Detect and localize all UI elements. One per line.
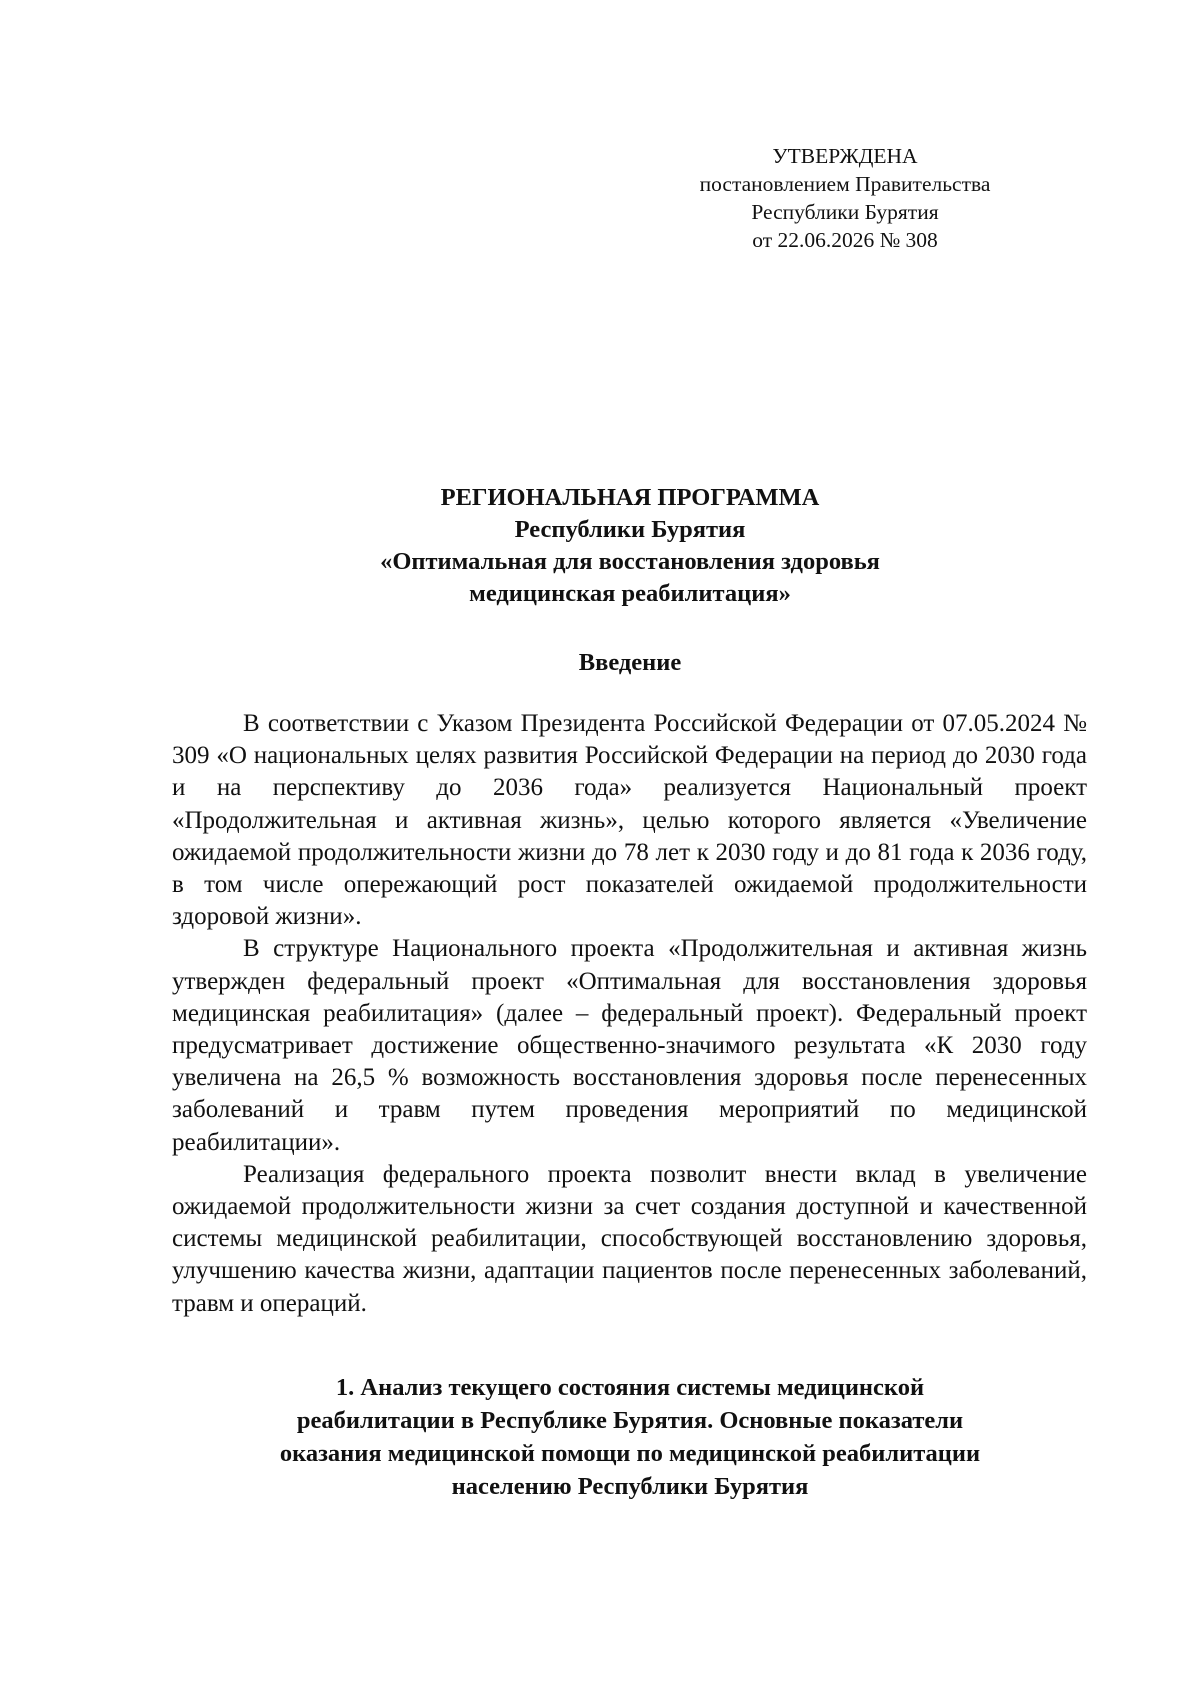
intro-paragraph: Реализация федерального проекта позволит внести вклад в увеличение ожидаемой продолжительности жизни за счет создания доступной и качественной системы медицинской реабилитации, способствующей восстановлению здоровья, улучшению качества жизни, адаптации пациентов после перенесенных заболеваний, травм и операций.	[172, 1160, 1087, 1317]
approval-line: постановлением Правительства	[699, 172, 991, 196]
approval-date: от 22.06.2026 № 308	[752, 228, 938, 252]
title-line: медицинская реабилитация»	[469, 580, 791, 607]
section-heading	[170, 1371, 1090, 1503]
section-heading-line: населению Республики Бурятия	[451, 1473, 809, 1500]
intro-paragraph: В соответствии с Указом Президента Российской Федерации от 07.05.2024 № 309 «О национальных целях развития Российской Федерации на период до 2030 года и на перспективу до 2036 года» реализуется Национальный проект «Продолжительная и активная жизнь», целью которого является «Увеличение ожидаемой продолжительности жизни до 78 лет к 2030 году и до 81 года к 2036 году, в том числе опережающий рост показателей ожидаемой продолжительности здоровой жизни».	[172, 710, 1087, 931]
title-line: Республики Бурятия	[514, 516, 746, 543]
approval-line: УТВЕРЖДЕНА	[772, 144, 918, 168]
intro-body	[172, 708, 1087, 1320]
section-heading-line: реабилитации в Республике Бурятия. Основные показатели	[296, 1407, 964, 1434]
approval-stamp	[660, 142, 1030, 254]
document-title	[170, 482, 1090, 610]
title-line: РЕГИОНАЛЬНАЯ ПРОГРАММА	[440, 484, 820, 511]
section-heading-line: оказания медицинской помощи по медицинской реабилитации	[279, 1440, 981, 1467]
intro-paragraph: В структуре Национального проекта «Продолжительная и активная жизнь утвержден федеральный проект «Оптимальная для восстановления здоровья медицинская реабилитация» (далее – федеральный проект). Федеральный проект предусматривает достижение общественно-значимого результата «К 2030 году увеличена на 26,5 % возможность восстановления здоровья после перенесенных заболеваний и травм путем проведения мероприятий по медицинской реабилитации».	[172, 935, 1087, 1156]
intro-heading: Введение	[578, 649, 682, 676]
title-line: «Оптимальная для восстановления здоровья	[380, 548, 880, 575]
section-heading-line: 1. Анализ текущего состояния системы медицинской	[335, 1374, 925, 1401]
approval-line: Республики Бурятия	[751, 200, 939, 224]
